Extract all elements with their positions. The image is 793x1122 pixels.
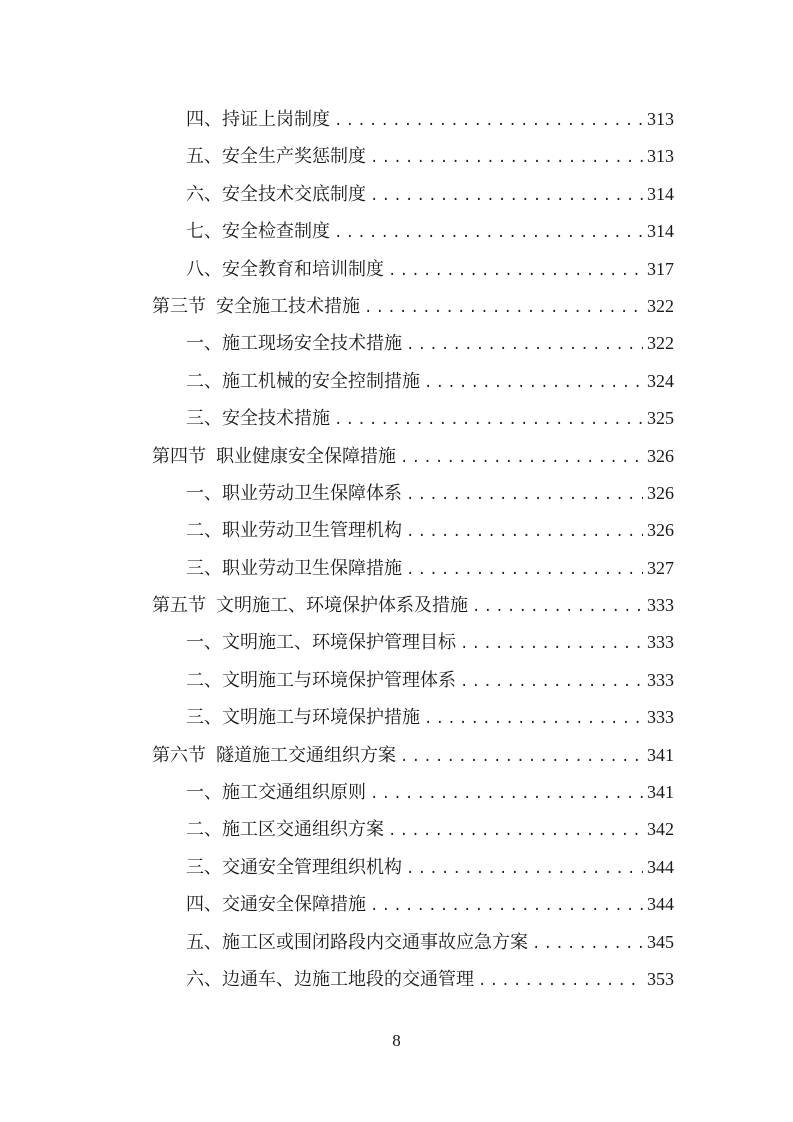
- toc-entry-label: 五、安全生产奖惩制度: [186, 146, 366, 168]
- toc-entry-label: 四、交通安全保障措施: [186, 894, 366, 916]
- toc-page-number: 313: [647, 109, 674, 129]
- toc-entry-title: [152, 737, 396, 774]
- toc-entry-title: [186, 400, 330, 437]
- toc-entry-title: [186, 924, 528, 961]
- toc-leader-dots: [406, 552, 643, 589]
- toc-entry-title: [186, 512, 402, 549]
- toc-page-number: 322: [647, 295, 674, 316]
- toc-entry-title: [186, 849, 402, 886]
- toc-entry-title: [152, 288, 360, 325]
- toc-page-number: 345: [647, 931, 674, 952]
- toc-subsection-entry[interactable]: [152, 251, 674, 288]
- toc-leader-dots: [406, 851, 643, 888]
- toc-leader-dots: [388, 253, 643, 290]
- toc-entry-label: 六、安全技术交底制度: [186, 183, 366, 205]
- toc-subsection-entry[interactable]: [152, 138, 674, 175]
- toc-page-number: 333: [647, 707, 674, 728]
- toc-leader-dots: [478, 963, 643, 1000]
- toc-subsection-entry[interactable]: [152, 961, 674, 998]
- toc-page-number: 333: [647, 669, 674, 690]
- toc-leader-dots: [370, 776, 643, 813]
- toc-entry-title: [186, 325, 402, 362]
- toc-page-number: 342: [647, 819, 674, 840]
- toc-leader-dots: [334, 402, 643, 439]
- toc-section-entry[interactable]: [152, 438, 674, 475]
- toc-page-number: 313: [647, 146, 674, 167]
- toc-entry-label: 三、文明施工与环境保护措施: [186, 707, 420, 729]
- toc-leader-dots: [406, 514, 643, 551]
- toc-page-number: 326: [647, 482, 674, 503]
- toc-leader-dots: [460, 626, 643, 663]
- toc-leader-dots: [370, 178, 643, 215]
- toc-subsection-entry[interactable]: [152, 624, 674, 661]
- toc-subsection-entry[interactable]: [152, 924, 674, 961]
- toc-page-number: 325: [647, 408, 674, 429]
- toc-subsection-entry[interactable]: [152, 176, 674, 213]
- toc-page-number: 314: [647, 221, 674, 242]
- toc-leader-dots: [400, 739, 643, 776]
- toc-entry-label: 一、职业劳动卫生保障体系: [186, 482, 402, 504]
- toc-entry-label: 职业健康安全保障措施: [216, 445, 396, 467]
- toc-page-number: 314: [647, 183, 674, 204]
- toc-page-number: 327: [647, 557, 674, 578]
- toc-entry-title: [186, 101, 330, 138]
- toc-leader-dots: [424, 701, 643, 738]
- toc-entry-title: [186, 176, 366, 213]
- toc-subsection-entry[interactable]: [152, 662, 674, 699]
- toc-entry-title: [186, 774, 366, 811]
- toc-page-number: 326: [647, 520, 674, 541]
- toc-subsection-entry[interactable]: [152, 400, 674, 437]
- toc-leader-dots: [370, 140, 643, 177]
- toc-entry-label: 文明施工、环境保护体系及措施: [216, 595, 468, 617]
- toc-leader-dots: [334, 103, 643, 140]
- toc-entry-label: 一、施工现场安全技术措施: [186, 333, 402, 355]
- page-number: 8: [392, 1031, 401, 1050]
- toc-entry-label: 四、持证上岗制度: [186, 109, 330, 130]
- toc-entry-label: 二、施工区交通组织方案: [186, 819, 384, 841]
- toc-page-number: 322: [647, 333, 674, 354]
- toc-page-number: 326: [647, 445, 674, 466]
- toc-page-number: 333: [647, 632, 674, 653]
- table-of-contents: [152, 101, 674, 998]
- toc-entry-title: [186, 138, 366, 175]
- toc-leader-dots: [388, 813, 643, 850]
- toc-entry-label: 三、安全技术措施: [186, 408, 330, 430]
- toc-entry-title: [152, 587, 468, 624]
- toc-entry-label: 隧道施工交通组织方案: [216, 744, 396, 766]
- toc-entry-title: [186, 475, 402, 512]
- toc-subsection-entry[interactable]: [152, 774, 674, 811]
- toc-entry-label: 一、施工交通组织原则: [186, 782, 366, 804]
- toc-subsection-entry[interactable]: [152, 213, 674, 250]
- toc-entry-title: [186, 886, 366, 923]
- toc-leader-dots: [406, 327, 643, 364]
- toc-subsection-entry[interactable]: [152, 886, 674, 923]
- toc-entry-title: [186, 699, 420, 736]
- toc-section-entry[interactable]: [152, 737, 674, 774]
- toc-entry-title: [186, 251, 384, 288]
- toc-entry-title: [186, 550, 402, 587]
- toc-leader-dots: [364, 290, 643, 327]
- toc-page-number: 341: [647, 744, 674, 765]
- toc-leader-dots: [460, 664, 643, 701]
- toc-entry-label: 六、边通车、边施工地段的交通管理: [186, 968, 474, 990]
- toc-subsection-entry[interactable]: [152, 811, 674, 848]
- toc-leader-dots: [400, 440, 643, 477]
- toc-entry-label: 二、施工机械的安全控制措施: [186, 370, 420, 392]
- toc-page-number: 344: [647, 894, 674, 915]
- toc-subsection-entry[interactable]: [152, 512, 674, 549]
- toc-leader-dots: [472, 589, 643, 626]
- toc-entry-label: 二、职业劳动卫生管理机构: [186, 520, 402, 542]
- toc-entry-label: 二、文明施工与环境保护管理体系: [186, 669, 456, 691]
- toc-page-number: 344: [647, 856, 674, 877]
- toc-section-number: 第四节: [152, 445, 206, 467]
- toc-entry-title: [186, 961, 474, 998]
- toc-subsection-entry[interactable]: [152, 475, 674, 512]
- toc-entry-title: [186, 811, 384, 848]
- toc-entry-title: [186, 662, 456, 699]
- toc-section-number: 第三节: [152, 295, 206, 317]
- toc-subsection-entry[interactable]: [152, 849, 674, 886]
- toc-page-number: 333: [647, 595, 674, 616]
- toc-entry-title: [186, 213, 330, 250]
- toc-page-number: 341: [647, 782, 674, 803]
- toc-subsection-entry[interactable]: [152, 550, 674, 587]
- toc-section-number: 第六节: [152, 744, 206, 766]
- toc-entry-label: 三、交通安全管理组织机构: [186, 856, 402, 878]
- toc-leader-dots: [334, 215, 643, 252]
- toc-leader-dots: [532, 926, 643, 963]
- toc-section-entry[interactable]: [152, 288, 674, 325]
- toc-leader-dots: [406, 477, 643, 514]
- toc-subsection-entry[interactable]: [152, 325, 674, 362]
- toc-subsection-entry[interactable]: [152, 101, 674, 138]
- toc-entry-label: 一、文明施工、环境保护管理目标: [186, 632, 456, 654]
- toc-leader-dots: [370, 888, 643, 925]
- toc-entry-label: 八、安全教育和培训制度: [186, 258, 384, 280]
- toc-entry-title: [186, 363, 420, 400]
- toc-subsection-entry[interactable]: [152, 699, 674, 736]
- toc-page-number: 324: [647, 370, 674, 391]
- toc-entry-title: [152, 438, 396, 475]
- toc-entry-label: 安全施工技术措施: [216, 295, 360, 317]
- toc-page-number: 353: [647, 968, 674, 989]
- toc-section-number: 第五节: [152, 595, 206, 617]
- toc-entry-label: 七、安全检查制度: [186, 221, 330, 243]
- toc-entry-label: 五、施工区或围闭路段内交通事故应急方案: [186, 931, 528, 953]
- toc-entry-title: [186, 624, 456, 661]
- toc-section-entry[interactable]: [152, 587, 674, 624]
- toc-leader-dots: [424, 365, 643, 402]
- toc-subsection-entry[interactable]: [152, 363, 674, 400]
- toc-page-number: 317: [647, 258, 674, 279]
- toc-entry-label: 三、职业劳动卫生保障措施: [186, 557, 402, 579]
